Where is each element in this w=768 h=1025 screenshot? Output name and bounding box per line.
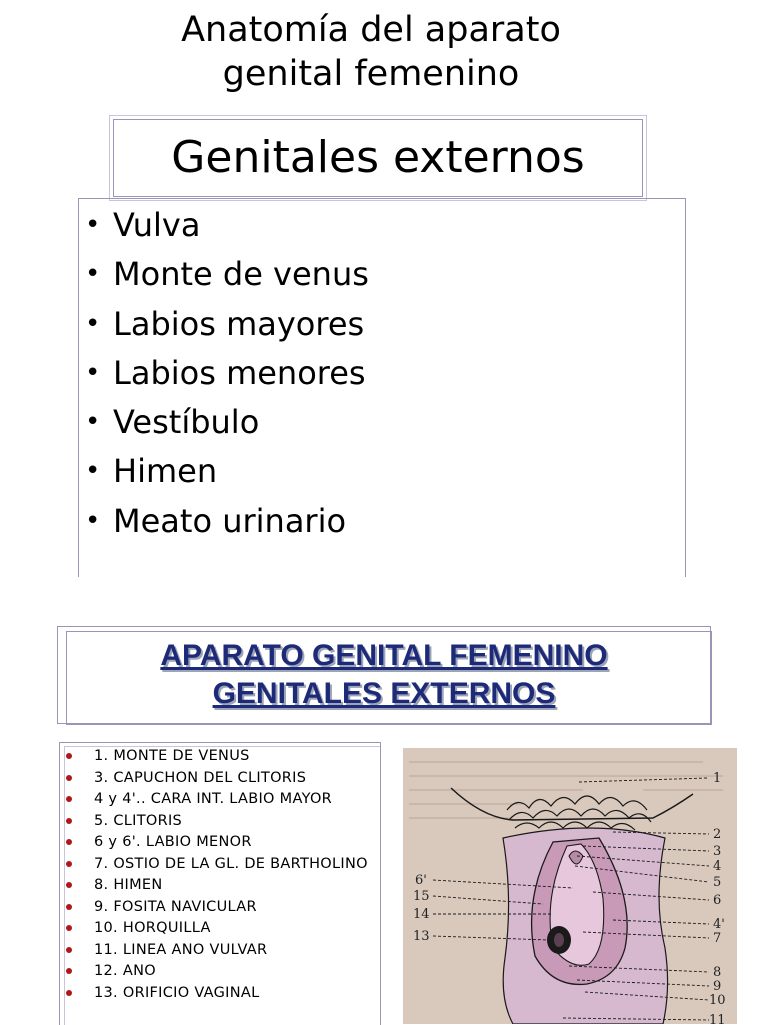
bullet-list-box — [78, 198, 686, 577]
banner-title — [58, 637, 710, 713]
bullet-icon: • — [85, 407, 101, 438]
list-item: 8. HIMEN — [64, 875, 376, 897]
diagram-label: 11 — [709, 1013, 726, 1024]
list-item: • Labios menores — [85, 349, 369, 398]
diagram-label: 8 — [713, 965, 722, 980]
bullet-icon: • — [85, 505, 101, 536]
red-bullet-icon — [66, 861, 72, 867]
list-item: • Himen — [85, 447, 369, 496]
anatomy-illustration — [403, 748, 737, 1024]
diagram-label: 13 — [413, 929, 430, 944]
diagram-label: 3 — [713, 844, 722, 859]
list-item: 4 y 4'.. CARA INT. LABIO MAYOR — [64, 789, 376, 811]
list-item: 1. MONTE DE VENUS — [64, 746, 376, 768]
diagram-label: 1 — [713, 771, 722, 786]
red-bullet-icon — [66, 796, 72, 802]
red-bullet-icon — [66, 882, 72, 888]
diagram-label: 4' — [713, 917, 725, 932]
list-item: 10. HORQUILLA — [64, 918, 376, 940]
list-item: 9. FOSITA NAVICULAR — [64, 897, 376, 919]
red-bullet-icon — [66, 925, 72, 931]
bullet-icon: • — [85, 210, 101, 240]
list-item: • Vulva — [85, 201, 369, 250]
slide-title — [0, 8, 742, 96]
bullet-icon: • — [85, 308, 101, 339]
diagram-label: 4 — [713, 859, 722, 874]
legend-list-box — [59, 742, 381, 1025]
diagram-label: 6' — [415, 873, 427, 888]
diagram-label: 14 — [413, 907, 430, 922]
list-item: • Meato urinario — [85, 497, 369, 546]
list-item: • Monte de venus — [85, 250, 369, 299]
list-item: 12. ANO — [64, 961, 376, 983]
diagram-label: 9 — [713, 979, 722, 994]
diagram-label: 15 — [413, 889, 430, 904]
red-bullet-icon — [66, 839, 72, 845]
red-bullet-icon — [66, 947, 72, 953]
list-item: 3. CAPUCHON DEL CLITORIS — [64, 768, 376, 790]
red-bullet-icon — [66, 818, 72, 824]
list-item: • Vestíbulo — [85, 398, 369, 447]
diagram-label: 10 — [709, 993, 726, 1008]
slide-title-line-2: genital femenino — [222, 54, 520, 94]
bullet-icon: • — [85, 259, 101, 290]
red-bullet-icon — [66, 904, 72, 910]
section-banner — [57, 626, 711, 724]
red-bullet-icon — [66, 968, 72, 974]
banner-line-1: APARATO GENITAL FEMENINO — [160, 639, 608, 672]
red-bullet-icon — [66, 775, 72, 781]
banner-line-2: GENITALES EXTERNOS — [212, 677, 556, 710]
red-bullet-icon — [66, 990, 72, 996]
diagram-label: 5 — [713, 875, 722, 890]
diagram-label: 6 — [713, 893, 722, 908]
diagram-label: 7 — [713, 931, 722, 946]
red-bullet-icon — [66, 753, 72, 759]
subtitle: Genitales externos — [171, 132, 585, 183]
list-item: 5. CLITORIS — [64, 811, 376, 833]
slide-title-line-1: Anatomía del aparato — [181, 10, 561, 50]
list-item: • Labios mayores — [85, 300, 369, 349]
bullet-list — [85, 201, 369, 546]
legend-list — [64, 746, 376, 1004]
bullet-icon: • — [85, 357, 101, 388]
anatomy-diagram — [403, 748, 737, 1024]
list-item: 13. ORIFICIO VAGINAL — [64, 983, 376, 1005]
diagram-label: 2 — [713, 827, 722, 842]
list-item: 7. OSTIO DE LA GL. DE BARTHOLINO — [64, 854, 376, 876]
hymen — [554, 933, 564, 947]
list-item: 11. LINEA ANO VULVAR — [64, 940, 376, 962]
bullet-icon: • — [85, 456, 101, 487]
subtitle-box — [113, 119, 643, 197]
list-item: 6 y 6'. LABIO MENOR — [64, 832, 376, 854]
